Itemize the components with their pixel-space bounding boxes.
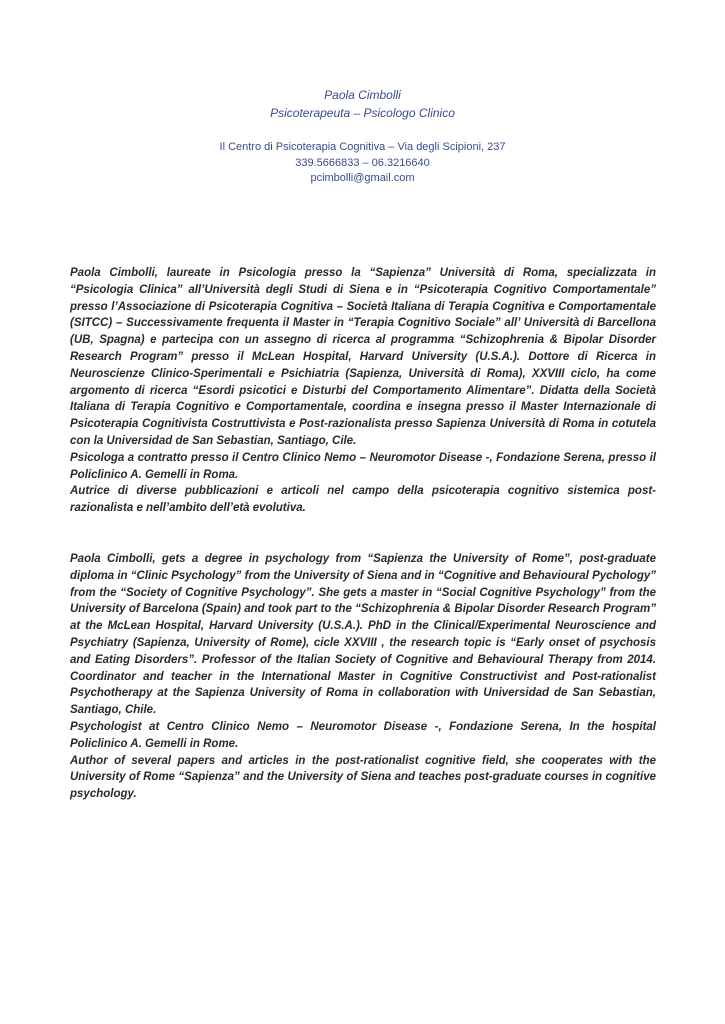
- italian-paragraph-1: Paola Cimbolli, laureate in Psicologia presso la “Sapienza” Università di Roma, specializzata in “Psicologia Clinica” all’Università degli Studi di Siena e in “Psicoterapia Cognitivo Comportamentale” presso l’Associazione di Psicoterapia Cognitiva – Società Italiana di Terapia Cognitiva e Comportamentale (SITCC) – Successivamente frequenta il Master in “Terapia Cognitivo Sociale” all’ Università di Barcellona (UB, Spagna) e partecipa con un assegno di ricerca al programma “Schizophrenia & Bipolar Disorder Research Program” presso il McLean Hospital, Harvard University (U.S.A.). Dottore di Ricerca in Neuroscienze Clinico-Sperimentali e Psichiatria (Sapienza, Università di Roma), XXVIII ciclo, ha come argomento di ricerca “Esordi psicotici e Disturbi del Comportamento Alimentare”. Didatta della Società Italiana di Terapia Cognitivo e Comportamentale, coordina e insegna presso il Master Internazionale di Psicoterapia Cognitivista Costruttivista e Post-razionalista presso Sapienza Università di Roma in cotutela con la Universidad de San Sebastian, Santiago, Cile.: [70, 267, 656, 447]
- english-paragraph-2: Psychologist at Centro Clinico Nemo – Neuromotor Disease -, Fondazione Serena, In the hospital Policlinico A. Gemelli in Rome.: [70, 720, 656, 750]
- italian-biography: [70, 265, 656, 517]
- english-paragraph-3: Author of several papers and articles in the post-rationalist cognitive field, she cooperates with the University of Rome “Sapienza” and the University of Siena and teaches post-graduate courses in cognitive psychology.: [70, 754, 656, 801]
- address-line: Il Centro di Psicoterapia Cognitiva – Via degli Scipioni, 237: [219, 141, 506, 153]
- english-paragraph-1: Paola Cimbolli, gets a degree in psychology from “Sapienza the University of Rome”, post-graduate diploma in “Clinic Psychology” from the University of Siena and in “Cognitive and Behavioural Pychology” from the “Society of Cognitive Psychology”. She gets a master in “Social Cognitive Psychology” from the University of Barcelona (Spain) and took part to the “Schizophrenia & Bipolar Disorder Research Program” at the McLean Hospital, Harvard University (U.S.A.). PhD in the Clinical/Experimental Neuroscience and Psychiatry (Sapienza, University of Rome), cicle XXVIII , the research topic is “Early onset of psychosis and Eating Disorders”. Professor of the Italian Society of Cognitive and Behavioural Therapy from 2014. Coordinator and teacher in the International Master in Cognitive Constructivist and Post-rationalist Psychotherapy at the Sapienza University of Roma in collaboration with Universidad de San Sebastian, Santiago, Chile.: [70, 553, 656, 717]
- document-header: [0, 86, 725, 187]
- author-title: Psicoterapeuta – Psicologo Clinico: [270, 106, 455, 120]
- phone-line: 339.5666833 – 06.3216640: [295, 156, 430, 169]
- italian-paragraph-3: Autrice di diverse pubblicazioni e articoli nel campo della psicoterapia cognitivo sistemica post-razionalista e nell’ambito dell’età evolutiva.: [70, 485, 656, 515]
- email-line: pcimbolli@gmail.com: [310, 172, 415, 184]
- english-biography: [70, 551, 656, 803]
- italian-paragraph-2: Psicologa a contratto presso il Centro Clinico Nemo – Neuromotor Disease -, Fondazione Serena, presso il Policlinico A. Gemelli in Roma.: [70, 451, 656, 481]
- author-name: Paola Cimbolli: [324, 88, 401, 102]
- contact-block: [0, 140, 725, 187]
